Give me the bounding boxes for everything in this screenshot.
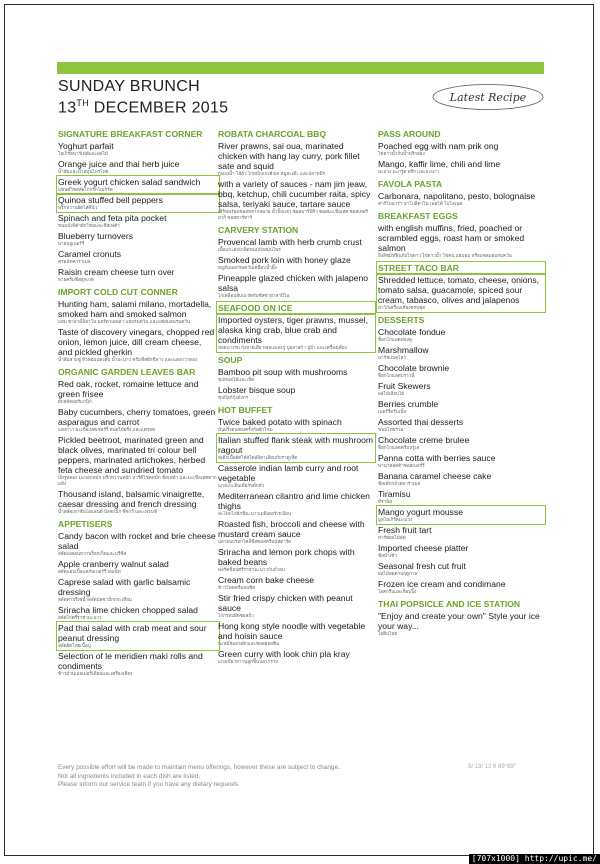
menu-item-name: Spinach and feta pita pocket	[58, 213, 167, 223]
print-stamp: 9/ 13/ 12 6 89°89°	[468, 764, 517, 770]
menu-item-name: Imported cheese platter	[378, 543, 469, 553]
menu-item-name: Pineapple glazed chicken with jalapeno salsa	[218, 273, 369, 293]
menu-item	[378, 363, 544, 379]
menu-item-name: Imported oysters, tiger prawns, mussel, alaska king crab, blue crab and condiments	[218, 315, 368, 345]
menu-column-3	[378, 125, 544, 637]
menu-item-name: Thousand island, balsamic vinaigrette, caesar dressing and french dressing	[58, 489, 205, 509]
menu-item-name: Assorted thai desserts	[378, 417, 464, 427]
disclaimer-line-1: Every possible effort will be made to maintain menu offerings, however these are subject to change.	[58, 764, 340, 771]
menu-item	[218, 463, 374, 489]
menu-item-name: Carbonara, napolitano, pesto, bolognaise	[378, 191, 536, 201]
menu-item	[378, 381, 544, 397]
menu-item-name: Raisin cream cheese turn over	[58, 267, 175, 277]
menu-item	[378, 489, 544, 505]
menu-item-name: Chocolate fondue	[378, 327, 446, 337]
menu-item-name: Greek yogurt chicken salad sandwich	[58, 177, 201, 187]
menu-item-thai: คาร์โบนาร่า นาโปลิตาโน่ เพสโต้ โบโลเนส	[378, 201, 463, 206]
menu-item-thai: ทาร์ตผลไม้สด	[378, 535, 406, 540]
menu-item-name: Orange juice and thai herb juice	[58, 159, 180, 169]
menu-item-name: Mango, kaffir lime, chili and lime	[378, 159, 501, 169]
menu-item-thai: ช็อกโกแลตบราวนี่	[378, 373, 415, 378]
menu-item	[218, 237, 374, 253]
menu-item-name: Seasonal fresh cut fruit	[378, 561, 466, 571]
menu-item	[58, 379, 218, 405]
menu-item-name: Yoghurt parfait	[58, 141, 114, 151]
menu-item	[218, 417, 374, 433]
menu-item-name: River prawns, sai oua, marinated chicken with hang lay curry, pork fillet sate and squid	[218, 141, 360, 171]
menu-item	[58, 177, 218, 193]
menu-item	[58, 141, 218, 157]
menu-item	[378, 543, 544, 559]
menu-item	[58, 267, 218, 283]
menu-item-thai: พายครีมชีสลูกเกด	[58, 277, 94, 282]
menu-item-thai: ผลไม้สดตามฤดูกาล	[378, 571, 418, 576]
menu-item-thai: เนื้อแกะอบเกล็ดขนมปังสมุนไพร	[218, 247, 281, 252]
menu-item-name: Blueberry turnovers	[58, 231, 133, 241]
menu-item	[218, 621, 374, 647]
menu-item-name: Taste of discovery vinegars, chopped red onion, lemon juice, dill cream cheese, and pickled gherkin	[58, 327, 215, 357]
menu-item-thai: แกงแกะอินเดียกับผักหัว	[218, 483, 265, 488]
menu-item	[218, 385, 374, 401]
menu-item	[378, 327, 544, 343]
menu-item	[58, 159, 218, 175]
disclaimer-line-2: Not all ingredients included in each dish are listed.	[58, 772, 201, 780]
menu-item-name: Hong kong style noodle with vegetable and hoisin sauce	[218, 621, 366, 641]
section-heading: ORGANIC GARDEN LEAVES BAR	[58, 367, 196, 377]
section-heading: HOT BUFFET	[218, 405, 273, 415]
menu-item-thai: ไก่กรอบผัดซอสถั่ว	[218, 613, 254, 618]
section-heading: THAI POPSICLE AND ICE STATION	[378, 599, 521, 609]
menu-item-thai: เบอร์รี่ครัมเบิ้ล	[378, 409, 407, 414]
latest-recipe-logo	[432, 83, 544, 111]
menu-item-name: Tiramisu	[378, 489, 411, 499]
menu-item	[378, 525, 544, 541]
section-heading: PASS AROUND	[378, 129, 441, 139]
menu-item-thai: ข้าวโพดครีมอบชีส	[218, 585, 255, 590]
section-heading: STREET TACO BAR	[378, 263, 544, 273]
watermark: [707x1000] http://upic.me/	[469, 854, 600, 864]
menu-item-thai: น้ำส้มและน้ำสมุนไพรไทย	[58, 169, 109, 174]
menu-item	[378, 159, 544, 175]
menu-item	[58, 577, 218, 603]
menu-item-name: Mediterranean cilantro and lime chicken thighs	[218, 491, 370, 511]
menu-item-name: Sriracha and lemon pork chops with baked beans	[218, 547, 355, 567]
menu-item-thai: ทาโก้เครื่องเคียงครบชุด	[378, 305, 426, 310]
menu-item	[218, 649, 374, 665]
menu-item-thai: พานาคอตต้าซอสเบอร์รี่	[378, 463, 425, 468]
menu-item	[58, 623, 218, 649]
menu-item-name: Quinoa stuffed bell peppers	[58, 195, 163, 205]
menu-item-thai: มะม่วง มะกรูด พริก และมะนาว	[378, 169, 440, 174]
menu-item	[378, 471, 544, 487]
menu-item	[218, 593, 374, 619]
menu-item	[378, 611, 544, 637]
date-rest: DECEMBER 2015	[89, 99, 229, 117]
menu-item-name: Lobster bisque soup	[218, 385, 296, 395]
menu-item	[378, 345, 544, 361]
menu-item-thai: พายบลูเบอร์รี่	[58, 241, 85, 246]
menu-item-name: Chocolate creme brulee	[378, 435, 470, 445]
menu-item-thai: สเต๊กเนื้อยัดไส้สไตล์อิตาเลียนกับราคูเห็ด	[218, 455, 298, 460]
menu-item-name: Caramel cronuts	[58, 249, 122, 259]
menu-item-thai: ช็อกโกแลตครีมบรูเล่	[378, 445, 420, 450]
menu-item	[378, 417, 544, 433]
menu-item-name: Pad thai salad with crab meat and sour peanut dressing	[58, 623, 207, 643]
menu-item	[58, 231, 218, 247]
menu-item-thai: ผักสลัดออร์แกนิก	[58, 399, 92, 404]
menu-item	[378, 579, 544, 595]
section-heading: SIGNATURE BREAKFAST CORNER	[58, 129, 203, 139]
section-heading: BREAKFAST EGGS	[378, 211, 458, 221]
menu-item	[378, 435, 544, 451]
menu-item-thai: แกงเขียวหวานลูกชิ้นปลากราย	[218, 659, 278, 664]
menu-item-name: Bamboo pit soup with mushrooms	[218, 367, 348, 377]
menu-item-thai: ขนมปังพิต้าผักโขมและชีสเฟต้า	[58, 223, 120, 228]
menu-item-thai: เสิร์ฟพร้อมซอสหลากหลาย น้ำจิ้มแจ่ว ซอสบาร์บีคิว ซอสมะเขือเทศ ซอสเทอริยากิ ซอสทาร์ทาร์	[218, 209, 369, 220]
disclaimer	[58, 764, 378, 790]
menu-item	[378, 561, 544, 577]
menu-item	[378, 453, 544, 469]
menu-item	[218, 491, 374, 517]
menu-item-name: Fresh fruit tart	[378, 525, 432, 535]
menu-item-name: Sriracha lime chicken chopped salad	[58, 605, 198, 615]
menu-item-thai: น้ำส้มสายชู หัวหอมแดงสับ น้ำมะนาว ครีมชีสผักชีลาว และแตงกวาดอง	[58, 357, 198, 362]
menu-item-name: Twice baked potato with spinach	[218, 417, 342, 427]
section-heading: SEAFOOD ON ICE	[218, 303, 374, 313]
menu-item-thai: ไอศกรีมและท็อปปิ้ง	[378, 589, 417, 594]
menu-item	[58, 407, 218, 433]
menu-item	[58, 327, 218, 363]
menu-item-name: Baby cucumbers, cherry tomatoes, green asparagus and carrot	[58, 407, 216, 427]
logo-text: Latest Recipe	[449, 91, 527, 104]
menu-item-name: Provencal lamb with herb crumb crust	[218, 237, 362, 247]
menu-item-name: Green curry with look chin pla kray	[218, 649, 350, 659]
menu-item-thai: หอยนางรม กุ้งลายเสือ หอยแมลงภู่ ปูอลาสก้า ปูม้า และเครื่องเคียง	[218, 345, 347, 350]
menu-item-name: with a variety of sauces - nam jim jeaw, bbq, ketchup, chili cucumber raita, spicy salsa, teriyaki sauce, tartare sauce	[218, 179, 371, 209]
menu-item	[378, 191, 544, 207]
disclaimer-line-3: Please inform our service team if you have any dietary requests	[58, 781, 239, 788]
menu-item-thai: หมูสันนอกรมควันเคลือบน้ำผึ้ง	[218, 265, 277, 270]
menu-title: SUNDAY BRUNCH	[58, 78, 200, 95]
menu-item-thai: ขนมไทยรวม	[378, 427, 404, 432]
menu-item	[58, 249, 218, 265]
menu-item-thai: แฮม ซาลามี่มิลาโน มอร์ตาเดลลา แฮมรมควัน และแซลมอนรมควัน	[58, 319, 191, 324]
menu-item-name: Mango yogurt mousse	[378, 507, 464, 517]
menu-item-thai: บะหมี่ฮ่องกงผักและซอสฮอยซิน	[218, 641, 280, 646]
menu-item	[218, 141, 374, 177]
menu-item-name: Casserole indian lamb curry and root vegetable	[218, 463, 359, 483]
section-heading: IMPORT COLD CUT CONNER	[58, 287, 178, 297]
menu-item	[218, 273, 374, 299]
menu-item	[58, 531, 218, 557]
menu-item-name: Shredded lettuce, tomato, cheese, onions, tomato salsa, guacamole, spiced sour cream, tabasco, olives and jalapenos	[378, 275, 539, 305]
menu-item-thai: สะโพกไก่ผักชีมะนาวเมดิเตอร์เรเนียน	[218, 511, 291, 516]
section-heading: DESSERTS	[378, 315, 425, 325]
menu-item	[378, 399, 544, 415]
section-heading: CARVERY STATION	[218, 225, 299, 235]
menu-item	[218, 519, 374, 545]
menu-item-name: Hunting ham, salami milano, mortadella, smoked ham and smoked salmon	[58, 299, 212, 319]
menu-item	[378, 275, 544, 311]
menu-item-name: Banana caramel cheese cake	[378, 471, 492, 481]
menu-item-thai: โยเกิร์ตพาร์เฟต์และผลไม้	[58, 151, 108, 156]
menu-item-thai: ชีสนำเข้า	[378, 553, 397, 558]
menu-item-thai: ปลาอบบรอกโคลีชีสซอสครีมมัสตาร์ด	[218, 539, 292, 544]
menu-item	[58, 435, 218, 487]
menu-item-name: Smoked pork loin with honey glaze	[218, 255, 351, 265]
menu-item-name: Candy bacon with rocket and brie cheese salad	[58, 531, 216, 551]
menu-item-name: Caprese salad with garlic balsamic dressing	[58, 577, 191, 597]
menu-item-name: Apple cranberry walnut salad	[58, 559, 169, 569]
menu-item-thai: สลัดแอปเปิ้ลแครนเบอร์รี่วอลนัท	[58, 569, 121, 574]
menu-date	[58, 98, 228, 117]
menu-item-name: Poached egg with nam prik ong	[378, 141, 499, 151]
menu-item-name: Panna cotta with berries sauce	[378, 453, 496, 463]
menu-item	[58, 299, 218, 325]
menu-item-name: Marshmallow	[378, 345, 429, 355]
menu-item-thai: ชีสเค้กกล้วยคาราเมล	[378, 481, 421, 486]
menu-item-thai: ทีรามิสุ	[378, 499, 392, 504]
section-heading: ROBATA CHARCOAL BBQ	[218, 129, 327, 139]
menu-item	[58, 213, 218, 229]
menu-column-1	[58, 125, 218, 677]
menu-item-name: Italian stuffed flank steak with mushroom ragout	[218, 435, 374, 455]
menu-item-thai: พอร์คช็อปศรีราชามะนาวกับถั่วอบ	[218, 567, 285, 572]
menu-item	[378, 507, 544, 523]
menu-column-2	[218, 125, 374, 665]
menu-item-thai: สลัดคาปรีเซ่น้ำสลัดบัลซามิกกระเทียม	[58, 597, 132, 602]
menu-item-name: Red oak, rocket, romaine lettuce and green frisee	[58, 379, 199, 399]
menu-item	[58, 489, 218, 515]
menu-item-thai: กุ้งแม่น้ำ ไส้อั่ว ไก่หมักแกงฮังเล หมูสะเต๊ะ และปลาหมึก	[218, 171, 326, 176]
menu-item	[378, 141, 544, 157]
menu-item	[58, 651, 218, 677]
menu-item-thai: ซุปหน่อไม้และเห็ด	[218, 377, 255, 382]
menu-item-thai: แตงกวา มะเขือเทศเชอร์รี่ หน่อไม้ฝรั่ง และแครอท	[58, 427, 156, 432]
menu-item	[218, 575, 374, 591]
section-heading: SOUP	[218, 355, 243, 365]
menu-item-thai: ไก่เคลือบสับปะรดกับซัลซ่าฮาลาปิโน	[218, 293, 290, 298]
menu-item-thai: แซนด์วิชสลัดไก่กรีกโยเกิร์ต	[58, 187, 113, 192]
menu-item-name: Fruit Skewers	[378, 381, 431, 391]
menu-item-name: Stir fried crispy chicken with peanut sauce	[218, 593, 353, 613]
menu-item-name: Cream corn bake cheese	[218, 575, 315, 585]
menu-item	[218, 255, 374, 271]
menu-item-name: Pickled beetroot, marinated green and black olives, marinated tri colour bell peppers, marinated artichokes, herbed feta cheese and sundried tomato	[58, 435, 206, 475]
menu-item-name: Berries crumble	[378, 399, 439, 409]
menu-item-thai: ไอติมไทย	[378, 631, 398, 636]
menu-item-name: Selection of le meridien maki rolls and condiments	[58, 651, 203, 671]
menu-item-thai: มาร์ชแมลโลว์	[378, 355, 406, 360]
menu-item-thai: สลัดไก่ศรีราชามะนาว	[58, 615, 102, 620]
menu-item	[218, 547, 374, 573]
menu-item-thai: ข้าวม้วนเลอเมอริเดียนและเครื่องเคียง	[58, 671, 133, 676]
menu-item-thai: พริกหวานยัดไส้คีนัว	[58, 205, 98, 210]
menu-item	[218, 367, 374, 383]
menu-item-thai: อิงลิชมัฟฟินกับไข่ดาว ไข่ดาวน้ำ ไข่คน แฮมอบ หรือแซลมอนรมควัน	[378, 253, 512, 258]
date-day: 13	[58, 99, 77, 117]
menu-item	[218, 315, 374, 351]
section-heading: FAVOLA PASTA	[378, 179, 443, 189]
header-accent-bar	[57, 62, 544, 74]
menu-item-name: Frozen ice cream and condimane	[378, 579, 506, 589]
section-heading: APPETISERS	[58, 519, 113, 529]
menu-item-name: Roasted fish, broccoli and cheese with mustard cream sauce	[218, 519, 365, 539]
menu-item-thai: ผลไม้เสียบไม้	[378, 391, 405, 396]
menu-item	[58, 559, 218, 575]
menu-item-thai: สลัดเบคอนหวานร็อกเก็ตและบรีชีส	[58, 551, 127, 556]
menu-item-name: with english muffins, fried, poached or scrambled eggs, roast ham or smoked salmon	[378, 223, 525, 253]
menu-item-thai: น้ำสลัดเทาซันไอแลนด์ บัลซามิก ซีซาร์ และเฟรนช์	[58, 509, 157, 514]
menu-item-name: Chocolate brownie	[378, 363, 450, 373]
menu-item	[218, 179, 374, 221]
menu-item	[58, 605, 218, 621]
menu-item-thai: บีทรูทดอง มะกอกหมัก พริกหวานหมัก อาร์ติโชคหมัก ชีสเฟต้า และมะเขือเทศตากแห้ง	[58, 475, 217, 486]
menu-item	[58, 195, 218, 211]
menu-item-thai: ไข่ดาวน้ำกับน้ำพริกอ่อง	[378, 151, 425, 156]
menu-item	[218, 435, 374, 461]
menu-item	[378, 223, 544, 259]
menu-item-thai: สลัดผัดไทยเนื้อปู	[58, 643, 91, 648]
menu-item-thai: ครอนัทคาราเมล	[58, 259, 91, 264]
menu-item-thai: ช็อกโกแลตฟองดู	[378, 337, 412, 342]
menu-item-name: "Enjoy and create your own" Style your ice your way...	[378, 611, 540, 631]
menu-item-thai: มันฝรั่งอบสองครั้งกับผักโขม	[218, 427, 273, 432]
menu-item-thai: ซุปบิสก์กุ้งมังกร	[218, 395, 249, 400]
date-suffix: TH	[76, 98, 90, 108]
menu-item-thai: มูสโยเกิร์ตมะม่วง	[378, 517, 413, 522]
